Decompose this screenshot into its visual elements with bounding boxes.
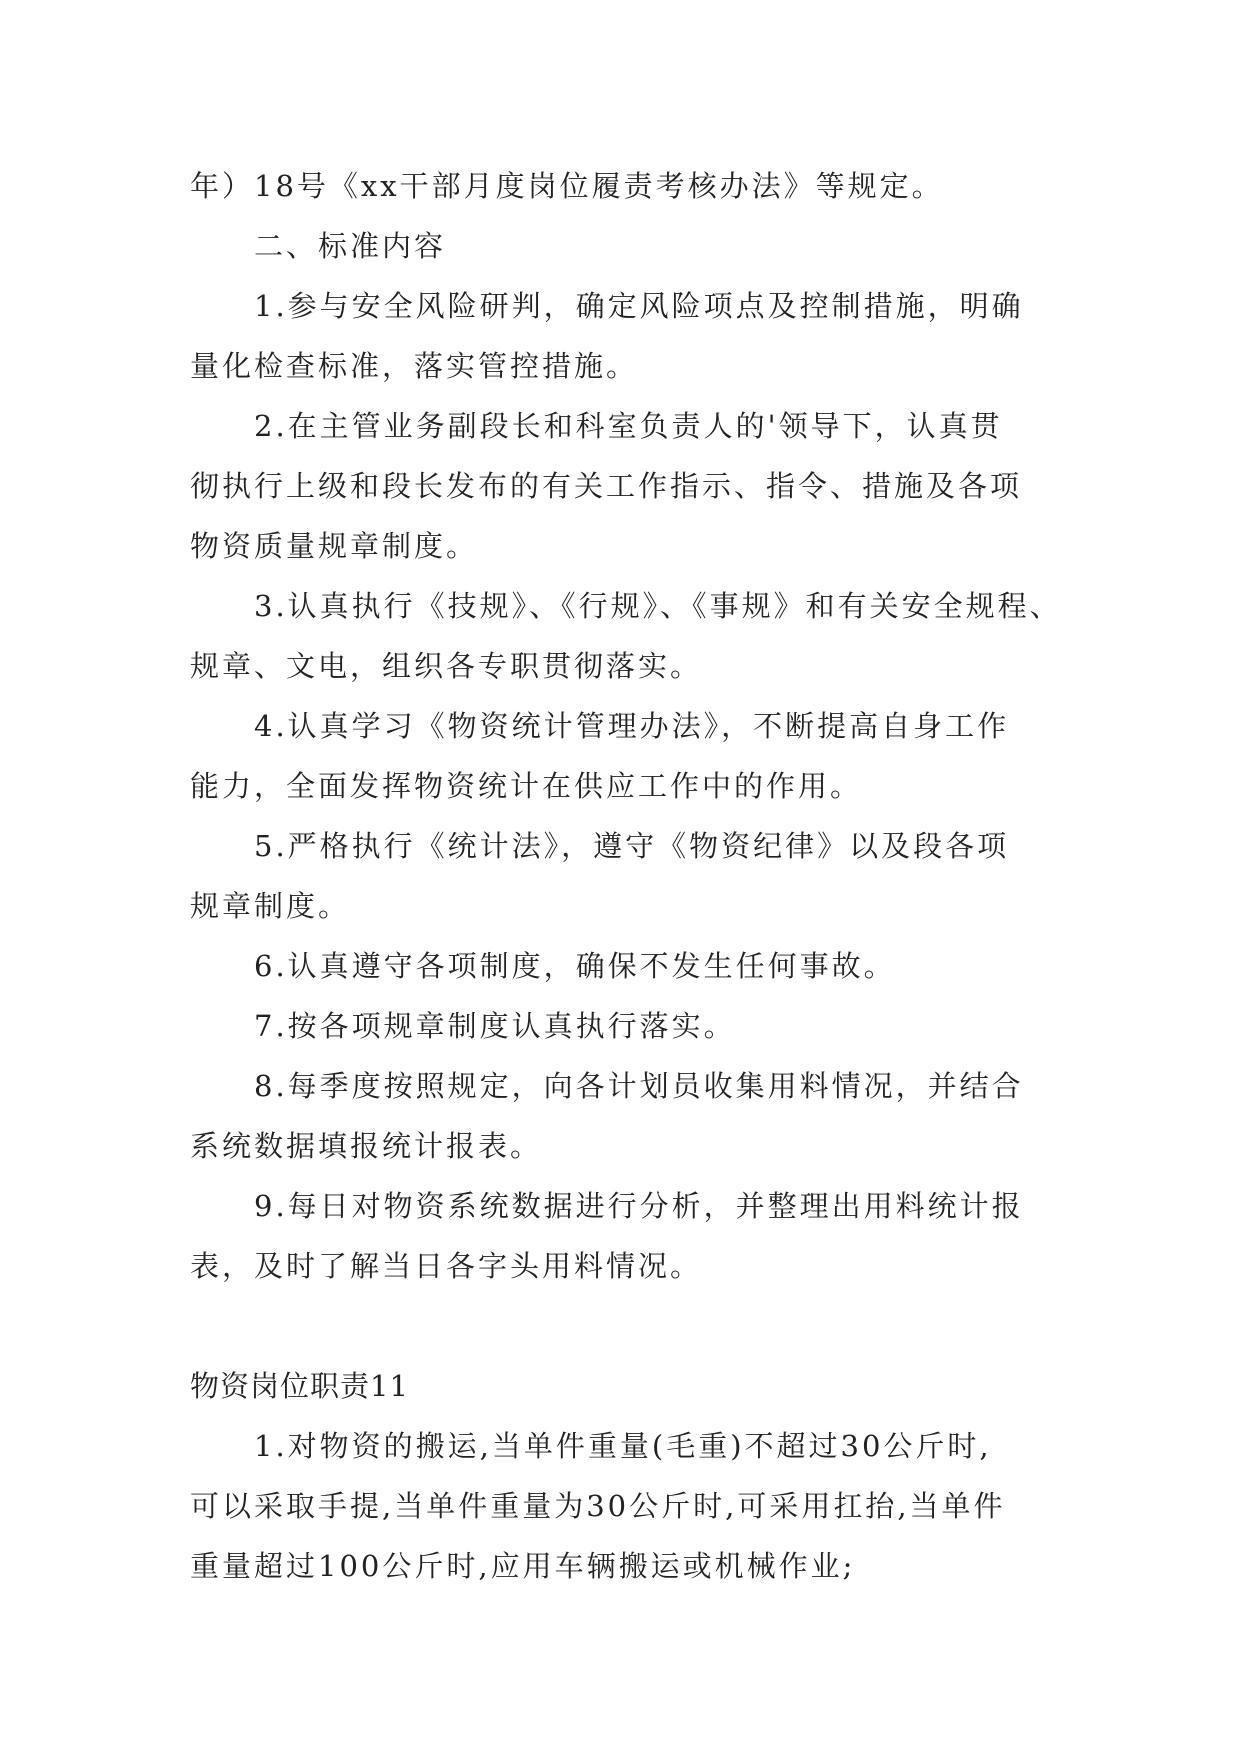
section2-item-1-line-1: 1.对物资的搬运,当单件重量(毛重)不超过30公斤时,: [254, 1429, 992, 1463]
list-item: [190, 936, 1060, 996]
item-1-line-1: 1.参与安全风险研判，确定风险项点及控制措施，明确: [254, 289, 1024, 323]
intro-line: 年）18号《xx干部月度岗位履责考核办法》等规定。: [190, 169, 944, 203]
list-item: [190, 1176, 1060, 1296]
item-3-line-1: 3.认真执行《技规》、《行规》、《事规》和有关安全规程、: [254, 589, 1062, 623]
section-heading: 二、标准内容: [254, 229, 447, 263]
item-4-line-2: 能力，全面发挥物资统计在供应工作中的作用。: [190, 769, 863, 803]
item-7-line-1: 7.按各项规章制度认真执行落实。: [254, 1009, 736, 1043]
item-2-line-2: 彻执行上级和段长发布的有关工作指示、指令、措施及各项: [190, 469, 1023, 503]
item-4-line-1: 4.认真学习《物资统计管理办法》，不断提高自身工作: [254, 709, 1010, 743]
item-5-line-2: 规章制度。: [190, 889, 351, 923]
item-8-line-2: 系统数据填报统计报表。: [190, 1129, 543, 1163]
list-item: [190, 576, 1060, 696]
item-2-line-1: 2.在主管业务副段长和科室负责人的'领导下，认真贯: [254, 409, 1003, 443]
list-item: [190, 996, 1060, 1056]
section2-item-1-line-3: 重量超过100公斤时,应用车辆搬运或机械作业;: [190, 1549, 856, 1583]
item-3-line-2: 规章、文电，组织各专职贯彻落实。: [190, 649, 703, 683]
section2-item-1-line-2: 可以采取手提,当单件重量为30公斤时,可采用扛抬,当单件: [190, 1489, 1006, 1523]
item-9-line-1: 9.每日对物资系统数据进行分析，并整理出用料统计报: [254, 1189, 1024, 1223]
list-item: [190, 816, 1060, 936]
list-item: [190, 396, 1060, 576]
list-item: [190, 276, 1060, 396]
item-8-line-1: 8.每季度按照规定，向各计划员收集用料情况，并结合: [254, 1069, 1024, 1103]
item-9-line-2: 表，及时了解当日各字头用料情况。: [190, 1249, 703, 1283]
item-1-line-2: 量化检查标准，落实管控措施。: [190, 349, 639, 383]
item-2-line-3: 物资质量规章制度。: [190, 529, 479, 563]
list-item: [190, 696, 1060, 816]
item-5-line-1: 5.严格执行《统计法》，遵守《物资纪律》以及段各项: [254, 829, 1010, 863]
item-6-line-1: 6.认真遵守各项制度，确保不发生任何事故。: [254, 949, 896, 983]
section2-title: 物资岗位职责11: [190, 1369, 409, 1403]
list-item: [190, 1416, 1060, 1596]
document-page: [190, 156, 1060, 1596]
list-item: [190, 1056, 1060, 1176]
